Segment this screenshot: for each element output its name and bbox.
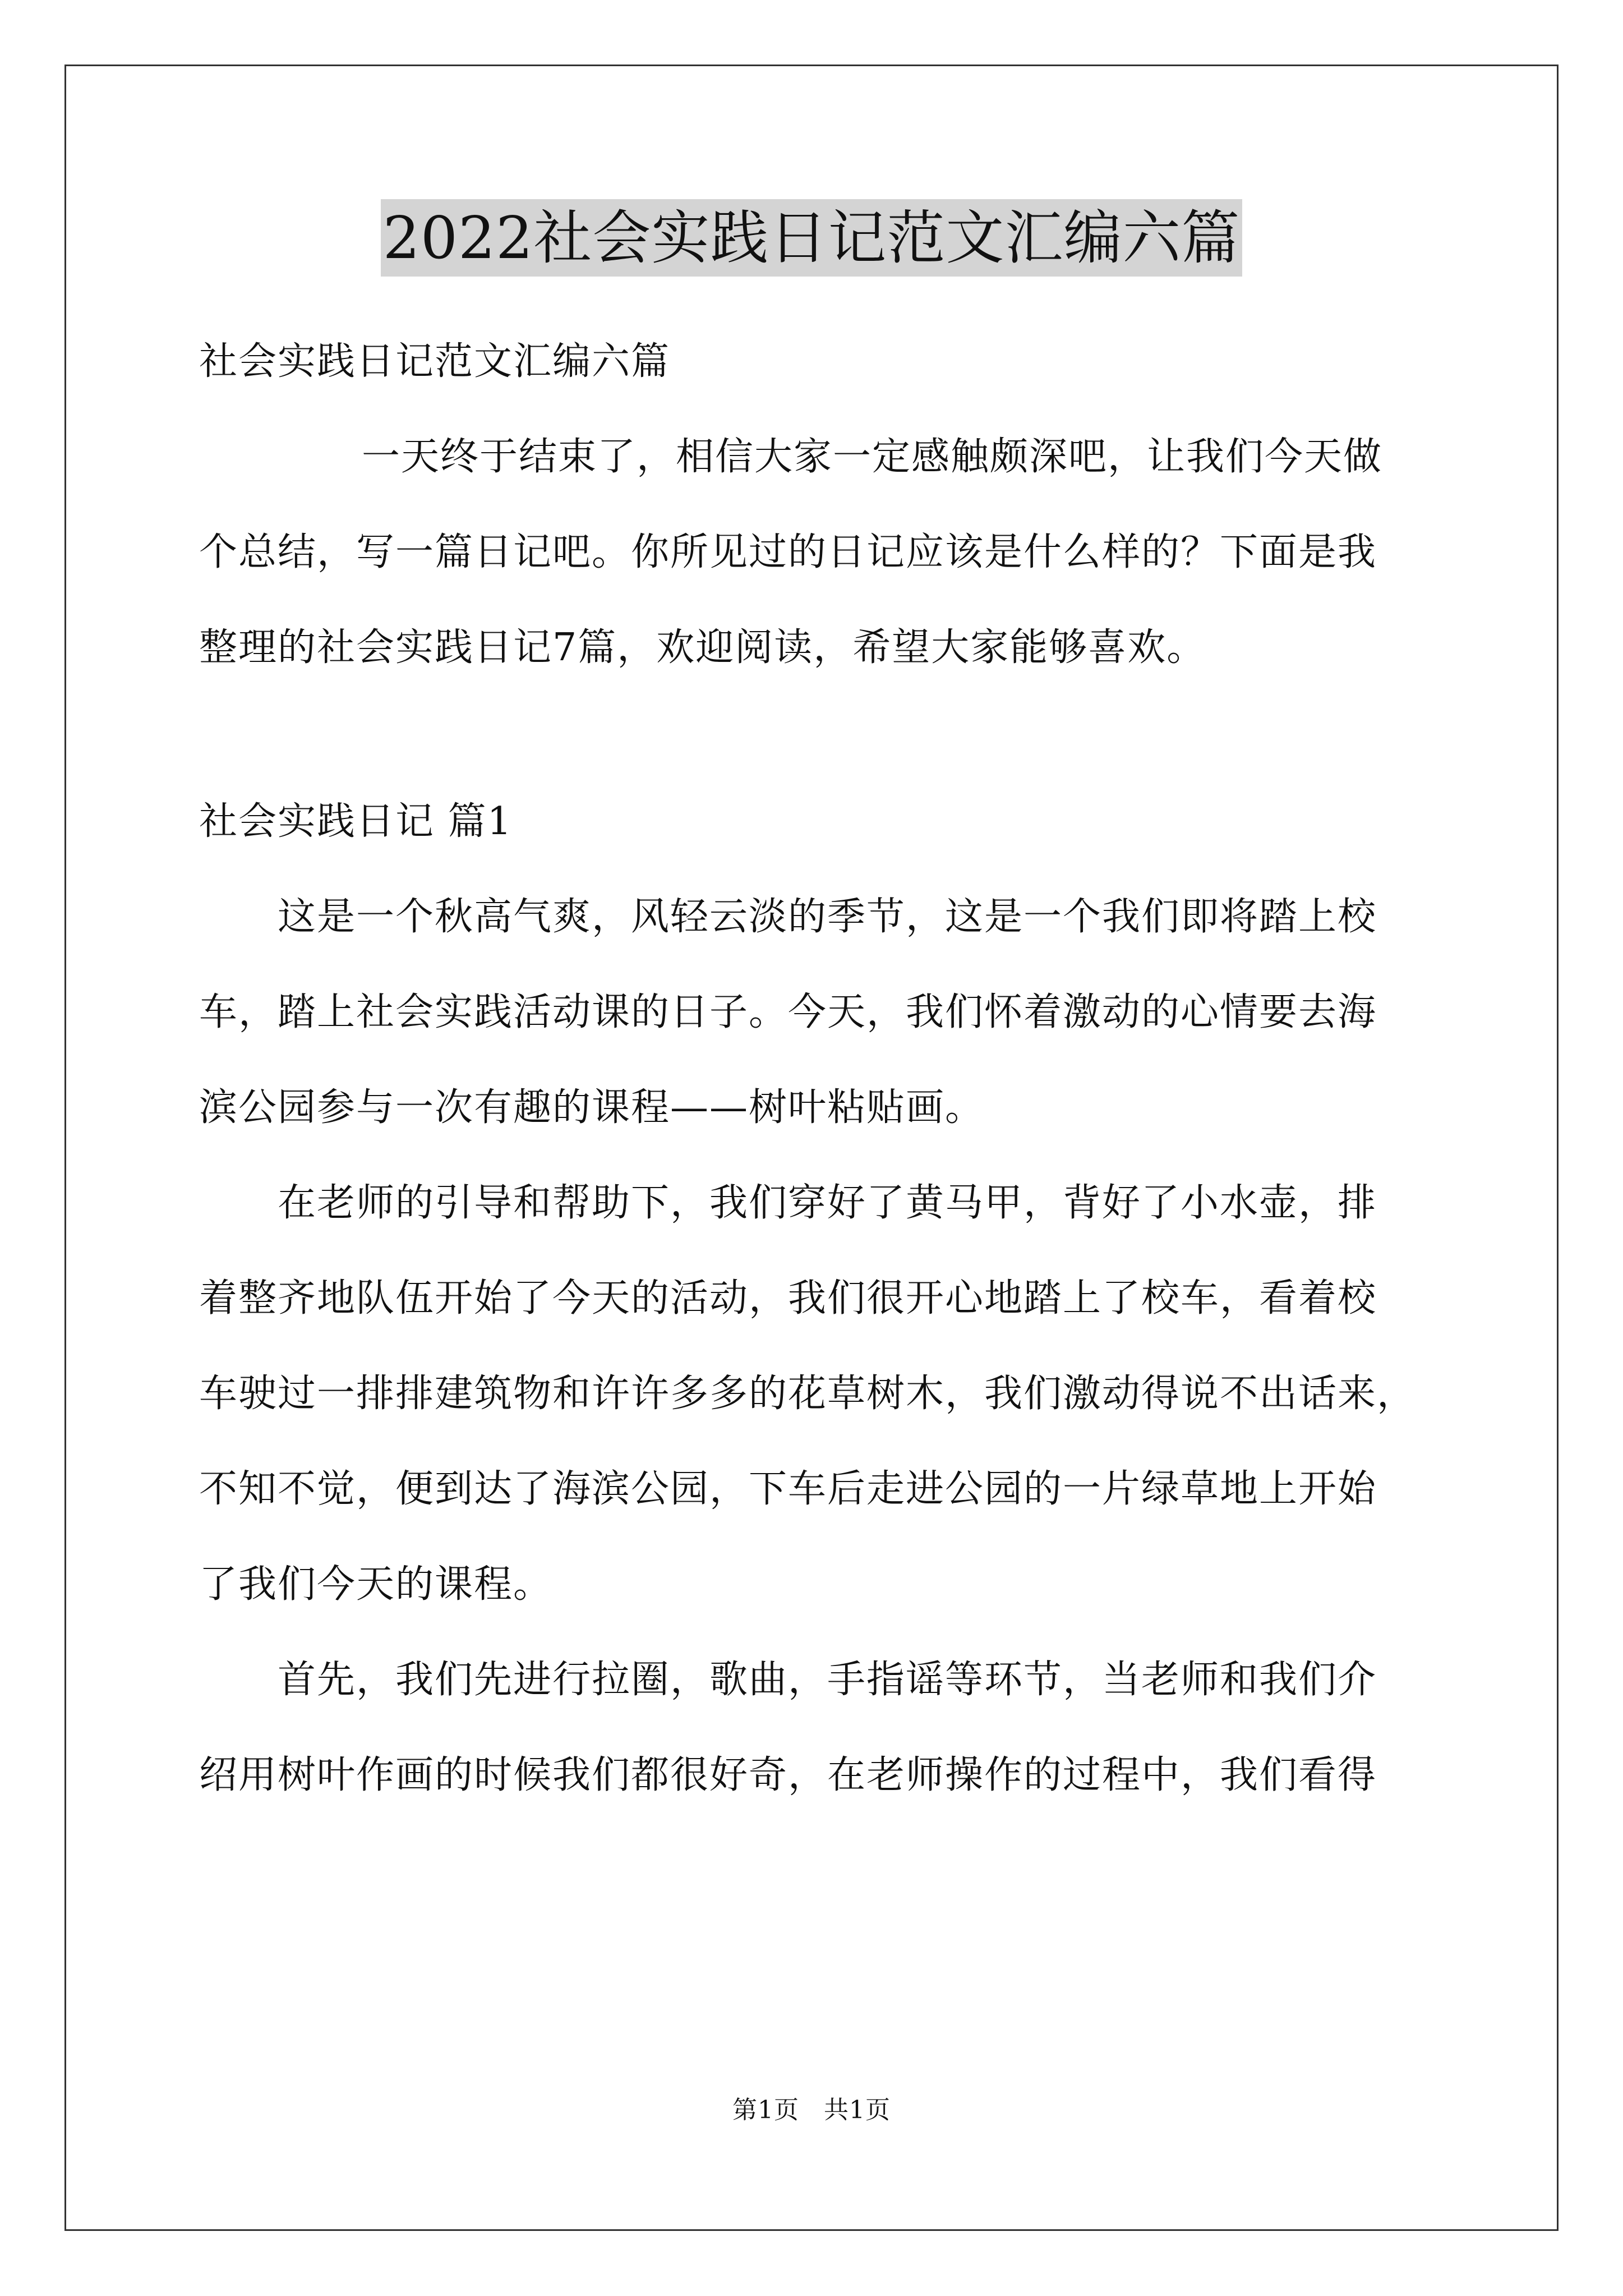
paragraph-line: 首先，我们先进行拉圈，歌曲，手指谣等环节，当老师和我们介	[278, 1658, 1377, 1702]
title-container	[0, 199, 1623, 277]
section-heading: 社会实践日记 篇1	[199, 799, 513, 844]
document-body	[199, 314, 1433, 1823]
paragraph-line: 不知不觉，便到达了海滨公园，下车后走进公园的一片绿草地上开始	[199, 1467, 1377, 1511]
paragraph-line: 车，踏上社会实践活动课的日子。今天，我们怀着激动的心情要去海	[199, 990, 1377, 1034]
page-footer	[0, 2090, 1623, 2125]
paragraph-line: 在老师的引导和帮助下，我们穿好了黄马甲，背好了小水壶，排	[278, 1181, 1377, 1225]
page-number: 第1页	[732, 2096, 799, 2124]
page-total: 共1页	[824, 2096, 891, 2124]
paragraph-line: 着整齐地队伍开始了今天的活动，我们很开心地踏上了校车，看着校	[199, 1276, 1377, 1320]
section-spacer	[199, 696, 1433, 774]
intro-line: 一天终于结束了，相信大家一定感触颇深吧，让我们今天做	[362, 435, 1383, 479]
paragraph-line: 滨公园参与一次有趣的课程——树叶粘贴画。	[199, 1085, 985, 1130]
intro-line: 整理的社会实践日记7篇，欢迎阅读，希望大家能够喜欢。	[199, 625, 1206, 670]
paragraph-line: 了我们今天的课程。	[199, 1562, 553, 1607]
intro-line: 个总结，写一篇日记吧。你所见过的日记应该是什么样的？下面是我	[199, 530, 1377, 574]
paragraph-line: 绍用树叶作画的时候我们都很好奇，在老师操作的过程中，我们看得	[199, 1753, 1377, 1797]
document-subtitle: 社会实践日记范文汇编六篇	[199, 339, 671, 384]
paragraph-line: 车驶过一排排建筑物和许许多多的花草树木，我们激动得说不出话来，	[199, 1372, 1417, 1416]
paragraph-line: 这是一个秋高气爽，风轻云淡的季节，这是一个我们即将踏上校	[278, 895, 1377, 939]
document-title: 2022社会实践日记范文汇编六篇	[381, 199, 1243, 277]
